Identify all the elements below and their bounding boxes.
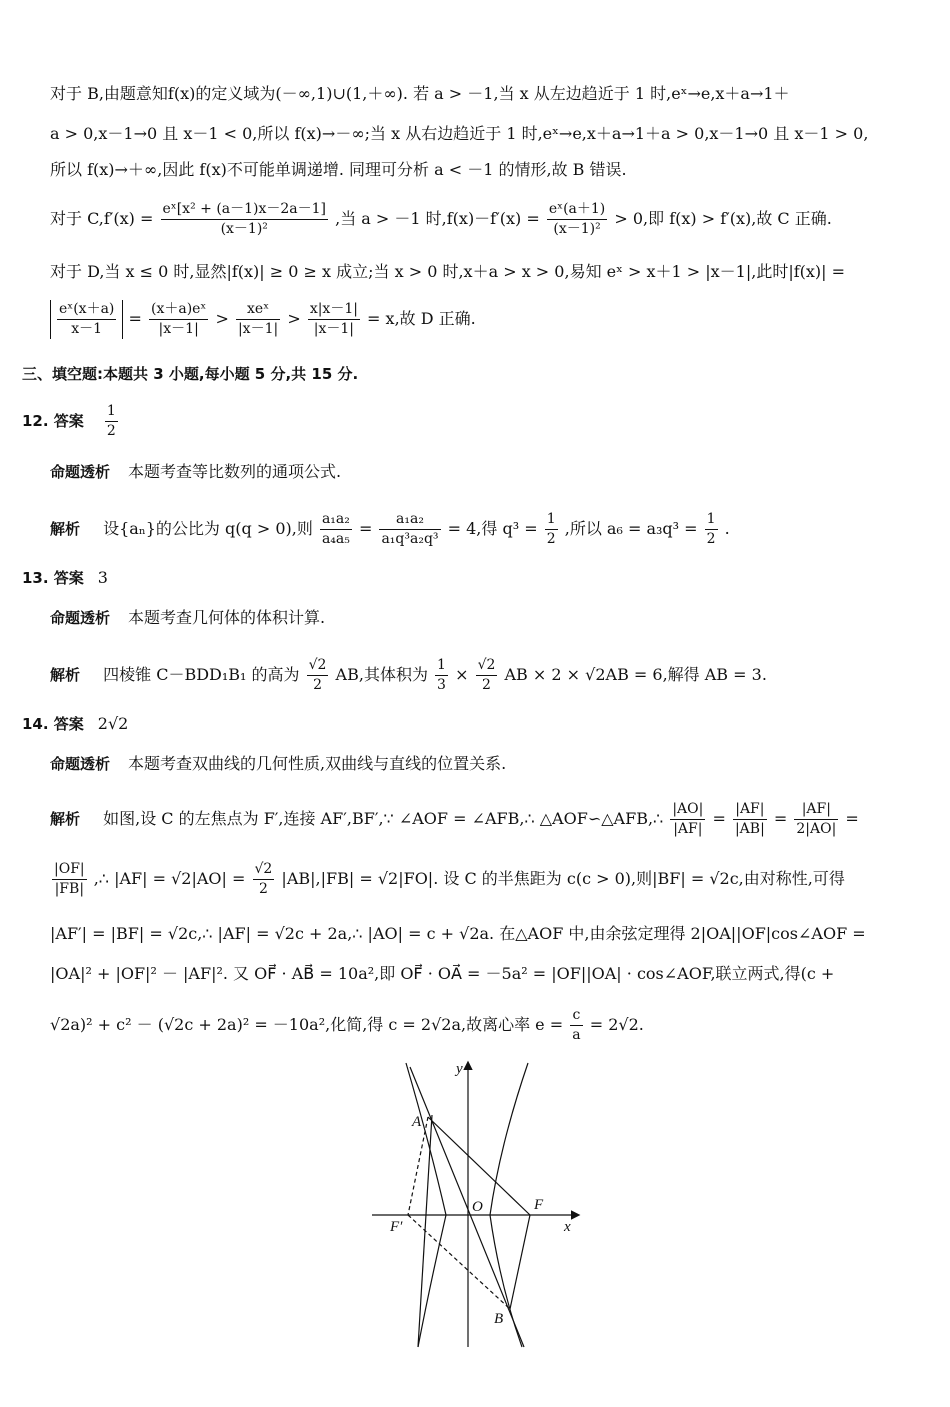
fraction-denominator: 2	[706, 531, 716, 547]
segment-af-prime	[408, 1117, 428, 1215]
q12-answer-label: 12. 答案	[22, 412, 84, 430]
q12-analysis-mid: = 4,得 q³ =	[447, 519, 538, 538]
q14-l1-fraction-2	[733, 800, 767, 839]
q12-analysis-end: .	[724, 519, 730, 538]
q14-insight-line	[50, 752, 506, 776]
q12-analysis-label: 解析	[50, 520, 81, 538]
fraction-numerator: eˣ(x＋a)	[57, 300, 116, 320]
q14-answer-value: 2√2	[97, 714, 129, 733]
fraction-denominator: 2|AO|	[796, 821, 837, 837]
part-b-line-2: a > 0,x－1→0 且 x－1 < 0,所以 f(x)→－∞;当 x 从右边趋近于 1 时,eˣ→e,x＋a→1＋a > 0,x－1→0 且 x－1 > 0,	[50, 124, 869, 143]
fraction-denominator: |AB|	[734, 821, 765, 837]
hyperbola-right-branch	[490, 1063, 528, 1347]
fraction-numerator: |OF|	[52, 860, 87, 880]
q13-fraction-3	[476, 656, 498, 695]
fraction-denominator: |x－1|	[237, 321, 279, 337]
q14-l1-eq3: =	[845, 809, 859, 828]
fraction-numerator: |AO|	[670, 800, 705, 820]
part-d-gt-2: >	[287, 309, 301, 328]
part-d-fraction-2	[149, 300, 208, 339]
fraction-denominator: |AF|	[673, 821, 703, 837]
q12-analysis-mid2: ,所以 a₆ = a₃q³ =	[564, 519, 698, 538]
q14-l5-pre: √2a)² + c² － (√2c + 2a)² = －10a²,化简,得 c = 2√2a,故离心率 e =	[50, 1015, 564, 1034]
fraction-numerator: a₁a₂	[320, 510, 352, 530]
q14-l2-end: |AB|,|FB| = √2|FO|. 设 C 的半焦距为 c(c > 0),则|BF| = √2c,由对称性,可得	[281, 869, 845, 888]
label-f: F	[534, 1197, 544, 1213]
q14-l1-fraction-1	[670, 800, 705, 839]
fraction-denominator: |FB|	[54, 881, 85, 897]
part-d-absolute-value	[50, 300, 123, 339]
fraction-denominator: x－1	[71, 321, 103, 337]
q12-answer-fraction	[105, 402, 118, 441]
fraction-denominator: (x－1)²	[220, 221, 268, 237]
q14-insight-text: 本题考查双曲线的几何性质,双曲线与直线的位置关系.	[128, 754, 507, 773]
fraction-denominator: 2	[546, 531, 556, 547]
q14-insight-label: 命题透析	[50, 755, 111, 773]
part-c-line	[50, 200, 832, 239]
fraction-denominator: a	[572, 1027, 581, 1043]
q14-analysis-line-1	[50, 800, 859, 839]
fraction-numerator: (x＋a)eˣ	[149, 300, 208, 320]
q13-insight-line	[50, 606, 325, 630]
fraction-numerator: |AF|	[794, 800, 838, 820]
fraction-numerator: 1	[435, 656, 448, 676]
segment-fb	[510, 1215, 530, 1309]
part-d-line-2	[50, 300, 476, 339]
q14-analysis-line-4: |OA|² + |OF|² － |AF|². 又 OF⃗ · AB⃗ = 10a²,即 OF⃗ · OA⃗ = －5a² = |OF||OA| · cos∠AOF,联立两式,得(c +	[50, 964, 835, 983]
part-d-line-1: 对于 D,当 x ≤ 0 时,显然|f(x)| ≥ 0 ≥ x 成立;当 x > 0 时,x＋a > x > 0,易知 eˣ > x＋1 > |x－1|,此时|f(x)| =	[50, 262, 846, 281]
fraction-numerator: |AF|	[733, 800, 767, 820]
q12-answer-line	[22, 402, 120, 441]
part-b-line-1: 对于 B,由题意知f(x)的定义域为(－∞,1)∪(1,＋∞). 若 a > －1,当 x 从左边趋近于 1 时,eˣ→e,x＋a→1＋	[50, 84, 790, 103]
q13-analysis-end: AB × 2 × √2AB = 6,解得 AB = 3.	[504, 665, 767, 684]
fraction-denominator: 2	[482, 677, 491, 693]
label-f-prime: F′	[390, 1219, 403, 1235]
fraction-denominator: a₁q³a₂q³	[381, 531, 439, 547]
q12-fraction-1	[320, 510, 352, 549]
q14-analysis-line-5	[50, 1006, 644, 1045]
q12-fraction-2	[379, 510, 440, 549]
fraction-denominator: 2	[313, 677, 322, 693]
q13-analysis-pre: 四棱锥 C－BDD₁B₁ 的高为	[103, 665, 300, 684]
fraction-numerator: √2	[476, 656, 498, 676]
fraction-numerator: 1	[545, 510, 558, 530]
fraction-denominator: (x－1)²	[553, 221, 601, 237]
line-ab	[410, 1067, 524, 1347]
q13-fraction-2	[435, 656, 448, 695]
hyperbola-figure	[360, 1055, 590, 1355]
q12-fraction-3	[545, 510, 558, 549]
fraction-numerator: c	[570, 1006, 582, 1026]
q14-analysis-line-2	[50, 860, 845, 899]
fraction-denominator: a₄a₅	[321, 531, 350, 547]
part-c-suffix: > 0,即 f(x) > f′(x),故 C 正确.	[614, 209, 832, 228]
fraction-numerator: x|x－1|	[308, 300, 360, 320]
q12-insight-label: 命题透析	[50, 463, 111, 481]
q13-insight-label: 命题透析	[50, 609, 111, 627]
q13-analysis-line	[50, 656, 767, 695]
q14-answer-label: 14. 答案	[22, 715, 84, 733]
label-x: x	[564, 1219, 571, 1235]
label-b: B	[494, 1311, 504, 1327]
fraction-numerator: 1	[105, 402, 118, 422]
q13-answer-line	[22, 566, 108, 590]
q14-analysis-label: 解析	[50, 810, 81, 828]
q14-l1-eq2: =	[773, 809, 788, 828]
part-d-eq: =	[128, 309, 142, 328]
q13-answer-value: 3	[97, 568, 108, 587]
q14-l5-end: = 2√2.	[589, 1015, 644, 1034]
part-b-line-3: 所以 f(x)→＋∞,因此 f(x)不可能单调递增. 同理可分析 a < －1 的情形,故 B 错误.	[50, 160, 627, 179]
fraction-numerator: 1	[705, 510, 718, 530]
q13-times: ×	[455, 665, 469, 684]
q14-l5-fraction	[570, 1006, 582, 1045]
q12-insight-text: 本题考查等比数列的通项公式.	[128, 462, 342, 481]
label-o: O	[472, 1199, 483, 1215]
fraction-denominator: 2	[258, 881, 268, 897]
part-c-fraction-1	[161, 200, 329, 239]
q12-fraction-4	[705, 510, 718, 549]
fraction-numerator: xeˣ	[236, 300, 280, 320]
q14-analysis-line-3: |AF′| = |BF| = √2c,∴ |AF| = √2c + 2a,∴ |AO| = c + √2a. 在△AOF 中,由余弦定理得 2|OA||OF|cos∠AOF =	[50, 924, 866, 943]
q12-analysis-line	[50, 510, 730, 549]
q14-l2-fraction-1	[52, 860, 87, 899]
q12-analysis-pre: 设{aₙ}的公比为 q(q > 0),则	[103, 519, 313, 538]
q14-l1-fraction-3	[794, 800, 838, 839]
part-c-prefix: 对于 C,f′(x) =	[50, 209, 154, 228]
fraction-denominator: 2	[106, 423, 116, 439]
part-c-fraction-2	[547, 200, 607, 239]
label-y: y	[456, 1061, 463, 1077]
q12-insight-line	[50, 460, 341, 484]
fraction-denominator: |x－1|	[158, 321, 199, 337]
part-d-fraction-4	[308, 300, 360, 339]
fraction-denominator: 3	[437, 677, 446, 693]
q13-analysis-label: 解析	[50, 666, 81, 684]
fraction-numerator: √2	[307, 656, 329, 676]
q14-l1-eq1: =	[712, 809, 726, 828]
label-a: A	[412, 1114, 422, 1130]
q14-l2-fraction-2	[253, 860, 275, 899]
q14-answer-line	[22, 712, 128, 736]
part-d-fraction-3	[236, 300, 280, 339]
q13-analysis-mid: AB,其体积为	[335, 665, 428, 684]
q12-eq: =	[358, 519, 373, 538]
part-d-tail: = x,故 D 正确.	[367, 309, 476, 328]
part-d-gt-1: >	[215, 309, 229, 328]
q14-l1-pre: 如图,设 C 的左焦点为 F′,连接 AF′,BF′,∵ ∠AOF = ∠AFB,∴ △AOF∽△AFB,∴	[103, 809, 664, 828]
fraction-denominator: |x－1|	[313, 321, 354, 337]
fraction-numerator: √2	[253, 860, 275, 880]
q13-fraction-1	[307, 656, 329, 695]
fraction-numerator: eˣ(a＋1)	[547, 200, 607, 220]
fraction-numerator: a₁a₂	[379, 510, 440, 530]
part-c-mid: ,当 a > －1 时,f(x)－f′(x) =	[335, 209, 540, 228]
q14-l2-mid: ,∴ |AF| = √2|AO| =	[93, 869, 246, 888]
q13-insight-text: 本题考查几何体的体积计算.	[128, 608, 326, 627]
q13-answer-label: 13. 答案	[22, 569, 84, 587]
section-3-heading: 三、填空题:本题共 3 小题,每小题 5 分,共 15 分.	[22, 365, 359, 383]
fraction-numerator: eˣ[x² + (a－1)x－2a－1]	[161, 200, 329, 220]
